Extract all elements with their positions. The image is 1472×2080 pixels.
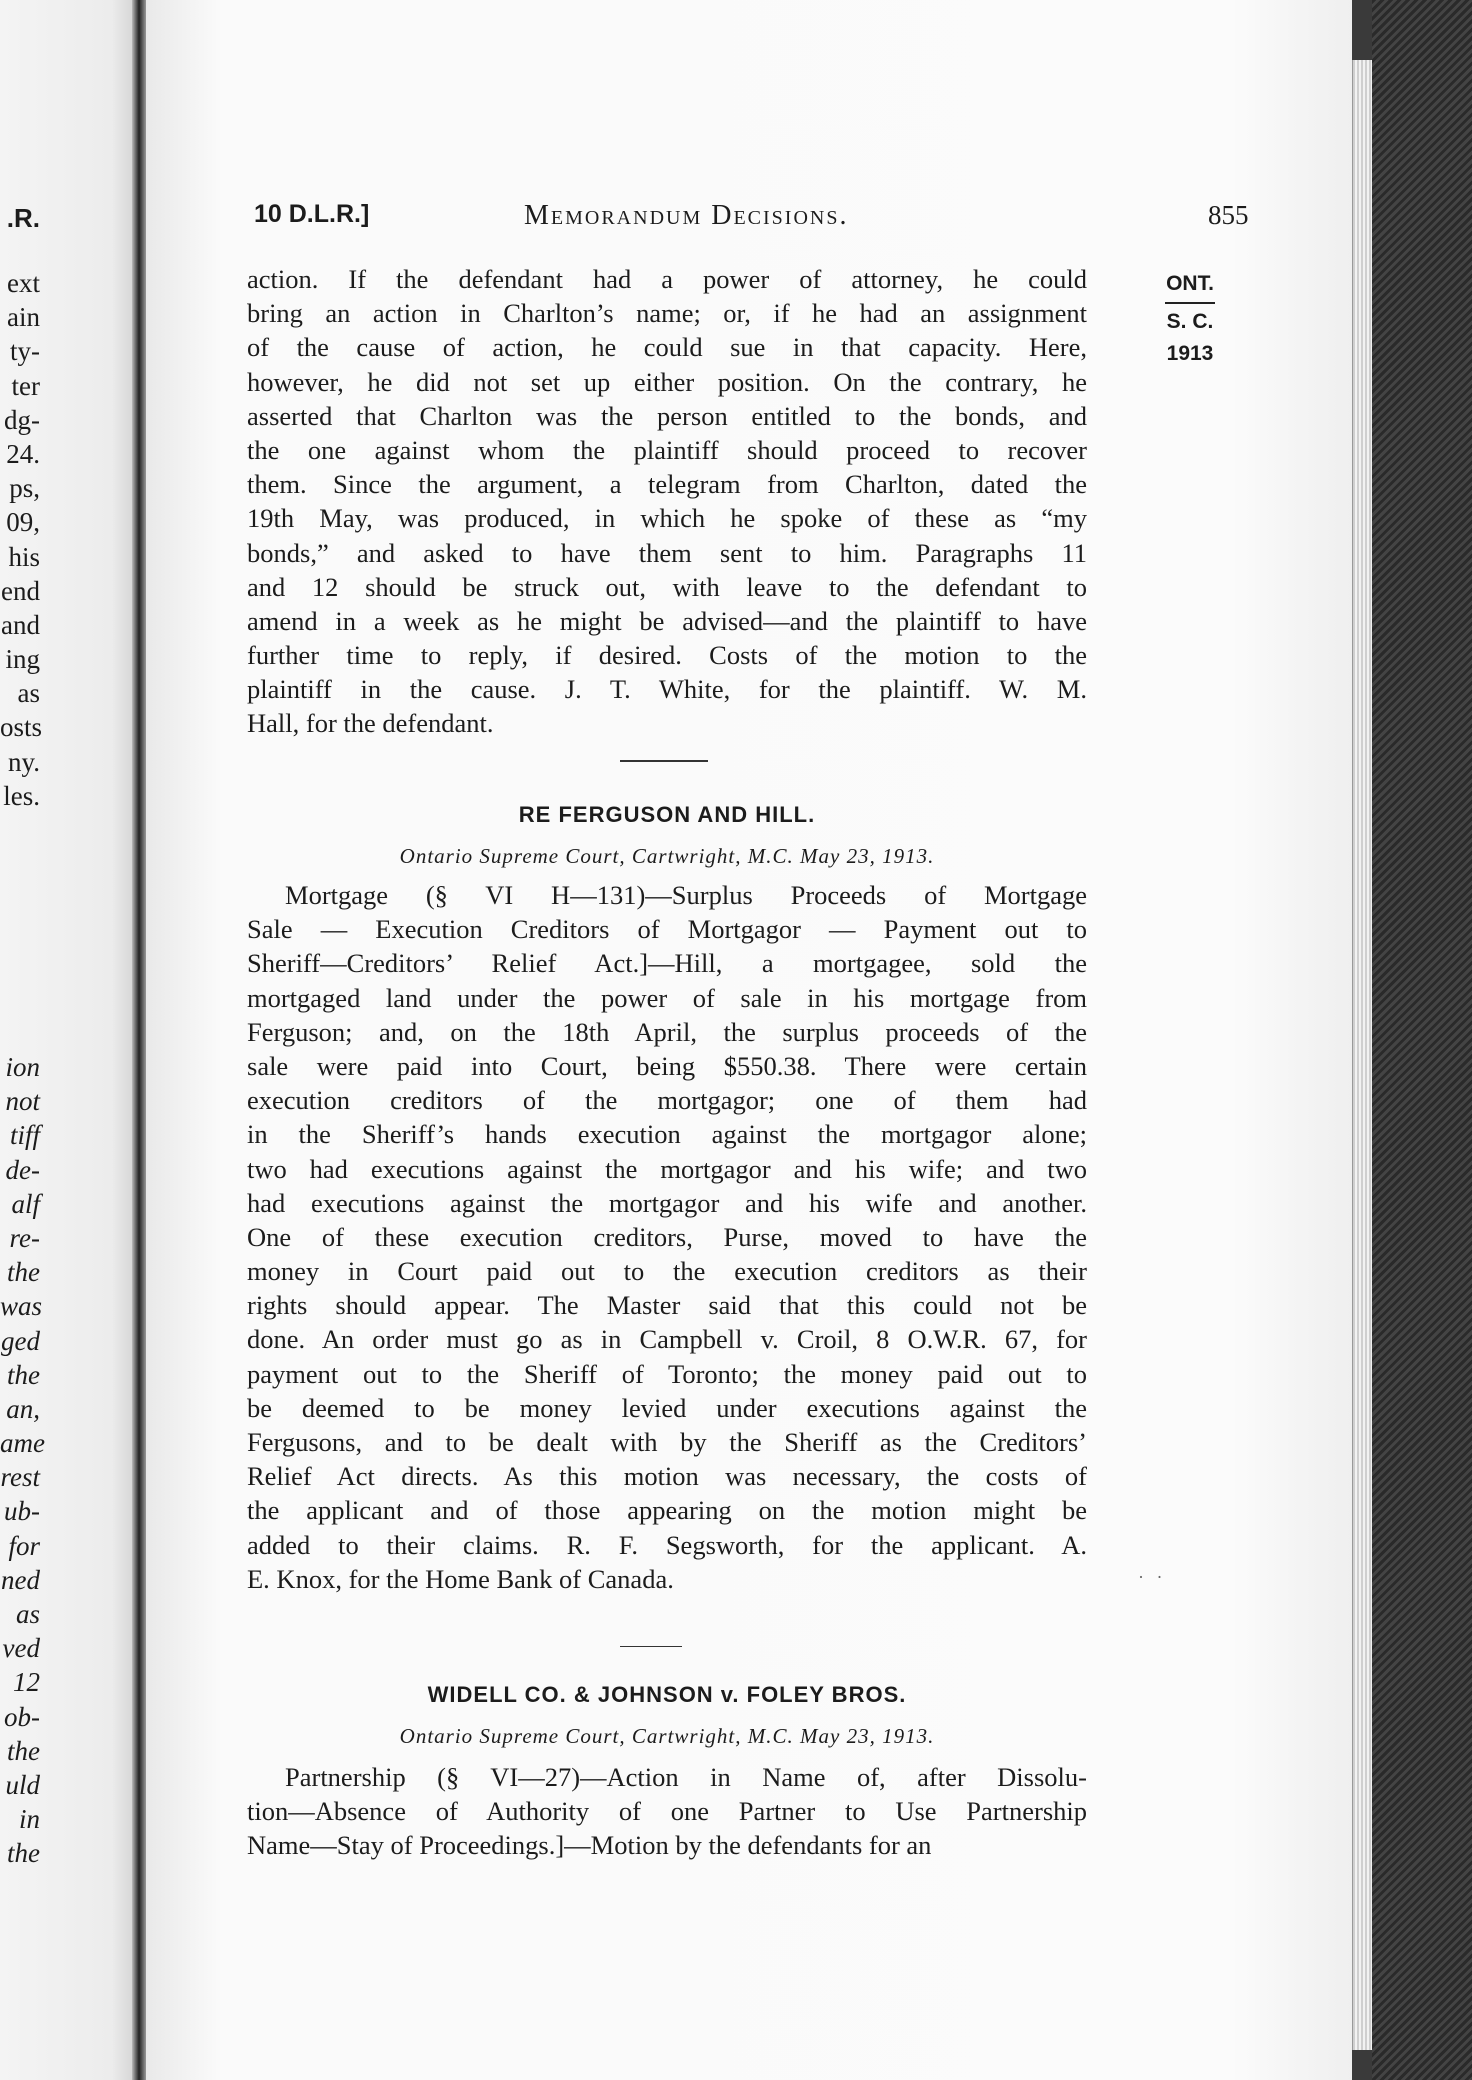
text-line: further time to reply, if desired. Costs of the motion to the <box>247 640 1087 671</box>
text-line: done. An order must go as in Campbell v. Croil, 8 O.W.R. 67, for <box>247 1324 1087 1355</box>
text-line: had executions against the mortgagor and his wife and another. <box>247 1187 1087 1218</box>
text-line: bonds,” and asked to have them sent to him. Paragraphs 11 <box>247 537 1087 568</box>
previous-page-top-column <box>0 268 43 815</box>
previous-page-fragment: the <box>7 1257 40 1288</box>
ink-speck: · · <box>1138 1567 1167 1587</box>
book-cover-edge <box>1372 0 1472 2080</box>
previous-page-fragment: ter <box>11 370 40 401</box>
previous-page-fragment: 12 <box>13 1667 40 1698</box>
case3-body <box>247 1760 1087 1863</box>
previous-page-fragment: ing <box>5 644 40 675</box>
previous-page-fragment: ion <box>5 1052 40 1082</box>
text-line: rights should appear. The Master said that this could not be <box>247 1290 1087 1321</box>
previous-page-fragment: as <box>15 1599 40 1629</box>
text-line: mortgaged land under the power of sale in his mortgage from <box>247 982 1087 1013</box>
running-header <box>254 200 1254 240</box>
margin-note <box>1150 268 1230 370</box>
margin-court: S. C. <box>1166 310 1214 333</box>
margin-rule <box>1165 302 1215 304</box>
previous-page-fragment: alf <box>11 1188 40 1219</box>
previous-page-fragment: osts <box>0 712 43 743</box>
text-line: Sale — Execution Creditors of Mortgagor — Payment out to <box>247 914 1087 945</box>
margin-year: 1913 <box>1166 342 1214 365</box>
text-line: two had executions against the mortgagor and his wife; and two <box>247 1153 1087 1184</box>
text-line: Relief Act directs. As this motion was necessary, the costs of <box>247 1461 1087 1492</box>
previous-page-fragment: ame <box>0 1428 45 1459</box>
previous-page-fragment: an, <box>6 1393 40 1424</box>
case1-paragraph <box>247 262 1087 741</box>
previous-page-fragment: uld <box>5 1769 40 1800</box>
previous-page-fragment: was <box>0 1291 43 1322</box>
running-title: Memorandum Decisions. <box>524 200 849 231</box>
previous-page-fragment: de- <box>5 1154 40 1185</box>
text-line: amend in a week as he might be advised—and the plaintiff to have <box>247 605 1087 636</box>
previous-page-fragment: ved <box>2 1633 40 1664</box>
previous-page-fragment: the <box>7 1359 40 1390</box>
previous-page-fragment: re- <box>9 1222 40 1253</box>
previous-page-fragment: ob- <box>4 1701 40 1732</box>
previous-page-fragment: ub- <box>4 1496 40 1527</box>
previous-page-fragment: as <box>17 678 40 709</box>
case3-paragraph <box>247 1760 1087 1863</box>
text-line: them. Since the argument, a telegram from Charlton, dated the <box>247 469 1087 500</box>
page-number: 855 <box>1208 200 1249 230</box>
previous-page-fragment: tiff <box>9 1120 40 1151</box>
text-line: in the Sheriff’s hands execution against the mortgagor alone; <box>247 1119 1087 1150</box>
case2-title: RE FERGUSON AND HILL. <box>518 802 816 827</box>
previous-page-fragment: ned <box>1 1564 40 1595</box>
case3-court-line: Ontario Supreme Court, Cartwright, M.C. May 23, 1913. <box>399 1724 935 1748</box>
previous-page-fragment: ged <box>1 1325 40 1356</box>
text-line: plaintiff in the cause. J. T. White, for the plaintiff. W. M. <box>247 674 1087 705</box>
text-line: Sheriff—Creditors’ Relief Act.]—Hill, a mortgagee, sold the <box>247 948 1087 979</box>
previous-page-fragment: dg- <box>4 404 40 435</box>
text-line: of the cause of action, he could sue in that capacity. Here, <box>247 332 1087 363</box>
volume-reference: 10 D.L.R.] <box>254 200 370 228</box>
text-line: however, he did not set up either position. On the contrary, he <box>247 366 1087 397</box>
text-line: sale were paid into Court, being $550.38. There were certain <box>247 1050 1087 1081</box>
previous-page-fragment: not <box>5 1086 40 1117</box>
text-line: be deemed to be money levied under executions against the <box>247 1392 1087 1423</box>
case3-title: WIDELL CO. & JOHNSON v. FOLEY BROS. <box>427 1682 907 1707</box>
previous-page-fragment: 24. <box>6 438 40 469</box>
previous-page-fragment: in <box>18 1804 40 1835</box>
previous-page-fragment: for <box>8 1530 40 1561</box>
text-line: bring an action in Charlton’s name; or, if he had an assignment <box>247 298 1087 329</box>
text-line: the one against whom the plaintiff should proceed to recover <box>247 434 1087 465</box>
previous-page-fragment: the <box>7 1735 40 1766</box>
previous-page-fragment: end <box>1 575 40 606</box>
text-line: Ferguson; and, on the 18th April, the surplus proceeds of the <box>247 1016 1087 1047</box>
text-line: E. Knox, for the Home Bank of Canada. <box>247 1563 674 1594</box>
case1-continuation <box>247 262 1087 741</box>
previous-page-fragment: rest <box>0 1462 40 1493</box>
section-divider-2 <box>620 1646 682 1647</box>
previous-page-header: .R. <box>6 203 40 233</box>
text-line: Hall, for the defendant. <box>247 708 494 739</box>
text-line: asserted that Charlton was the person entitled to the bonds, and <box>247 400 1087 431</box>
previous-page-fragment: the <box>7 1838 40 1869</box>
previous-page-fragment: ain <box>7 302 40 333</box>
previous-page-fragment: ty- <box>10 336 40 367</box>
section-divider <box>620 760 708 762</box>
text-line: added to their claims. R. F. Segsworth, for the applicant. A. <box>247 1529 1087 1560</box>
text-line: Fergusons, and to be dealt with by the Sheriff as the Creditors’ <box>247 1427 1087 1457</box>
text-line: Partnership (§ VI—27)—Action in Name of, after Dissolu- <box>285 1762 1087 1792</box>
text-line: the applicant and of those appearing on the motion might be <box>247 1495 1087 1526</box>
previous-page-fragment: and <box>1 609 40 640</box>
case2-paragraph <box>247 878 1087 1596</box>
previous-page-fragment: his <box>8 541 40 572</box>
previous-page-bottom-column <box>0 1052 45 1873</box>
text-line: and 12 should be struck out, with leave to the defendant to <box>247 571 1087 602</box>
text-line: payment out to the Sheriff of Toronto; the money paid out to <box>247 1358 1087 1389</box>
text-line: tion—Absence of Authority of one Partner to Use Partnership <box>247 1796 1087 1827</box>
book-gutter <box>132 0 146 2080</box>
previous-page-fragment: ps, <box>9 473 40 504</box>
text-line: Mortgage (§ VI H—131)—Surplus Proceeds of Mortgage <box>285 880 1087 910</box>
previous-page-fragment: ext <box>7 268 40 298</box>
previous-page-fragment: ny. <box>8 746 40 777</box>
text-line: action. If the defendant had a power of attorney, he could <box>247 264 1087 294</box>
case2-court-line: Ontario Supreme Court, Cartwright, M.C. May 23, 1913. <box>399 844 935 868</box>
text-line: Name—Stay of Proceedings.]—Motion by the defendants for an <box>247 1830 932 1861</box>
previous-page <box>0 0 140 2080</box>
previous-page-fragment: les. <box>3 780 40 811</box>
previous-page-fragment: 09, <box>6 507 40 538</box>
case2-body <box>247 878 1087 1596</box>
text-line: 19th May, was produced, in which he spoke of these as “my <box>247 503 1087 534</box>
text-line: One of these execution creditors, Purse, moved to have the <box>247 1221 1087 1252</box>
margin-province: ONT. <box>1166 272 1214 295</box>
text-line: money in Court paid out to the execution creditors as their <box>247 1256 1087 1287</box>
text-line: execution creditors of the mortgagor; one of them had <box>247 1085 1087 1116</box>
